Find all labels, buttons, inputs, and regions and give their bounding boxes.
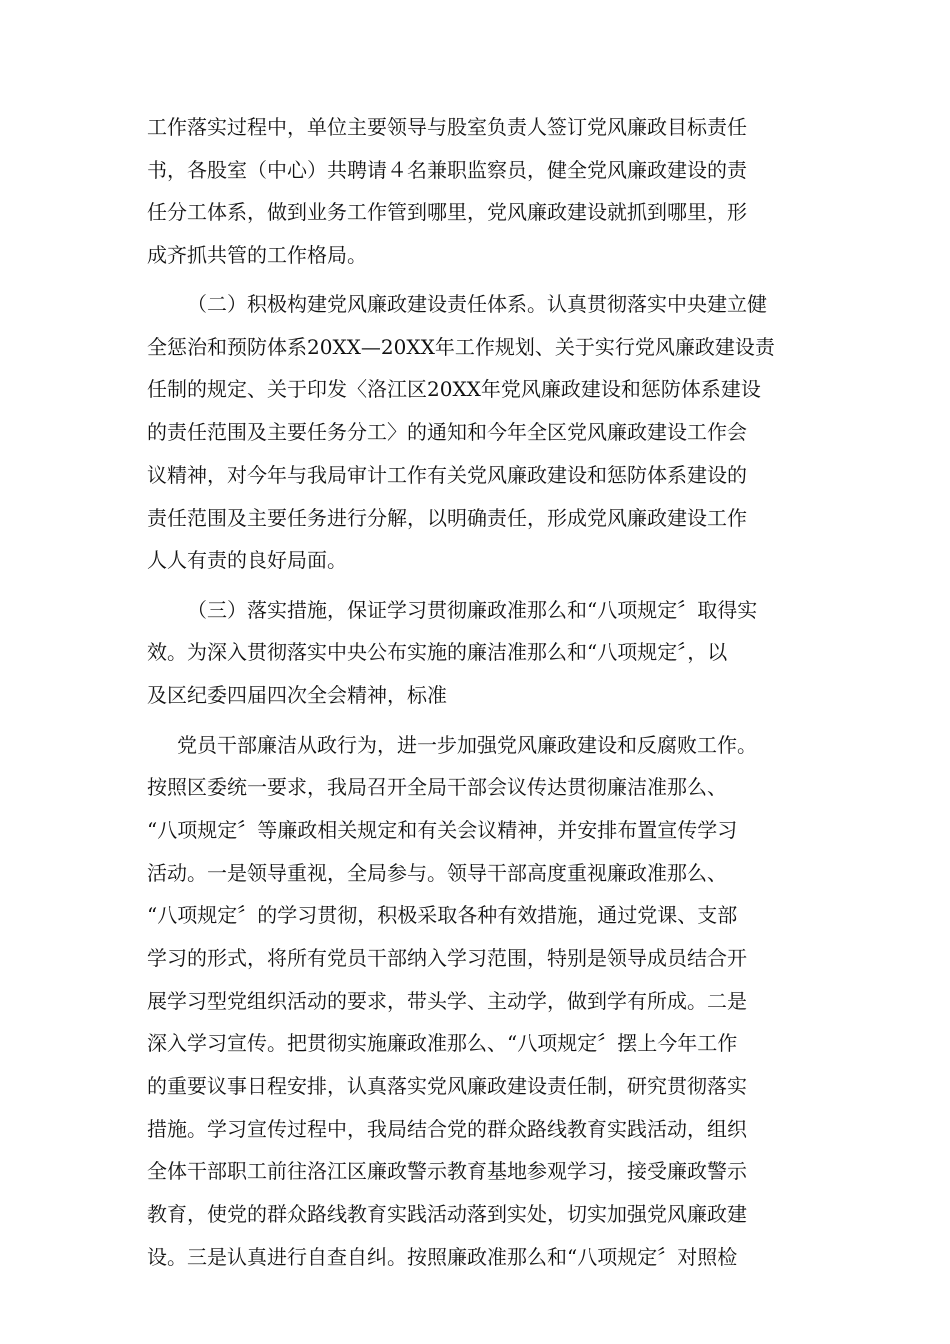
text-line: 按照区委统一要求，我局召开全局干部会议传达贯彻廉洁准那么、: [147, 775, 727, 799]
text-line: 的责任范围及主要任务分工〉的通知和今年全区党风廉政建设工作会: [147, 420, 747, 444]
text-line: 全惩治和预防体系20XX—20XX年工作规划、关于实行党风廉政建设责: [147, 335, 775, 359]
text-line: 学习的形式，将所有党员干部纳入学习范围，特别是领导成员结合开: [147, 946, 747, 970]
text-line: 工作落实过程中，单位主要领导与股室负责人签订党风廉政目标责任: [147, 115, 747, 139]
text-line: 设。三是认真进行自查自纠。按照廉政准那么和“八项规定〞对照检: [147, 1245, 738, 1269]
text-line: 任制的规定、关于印发〈洛江区20XX年党风廉政建设和惩防体系建设: [147, 377, 761, 401]
text-line: 深入学习宣传。把贯彻实施廉政准那么、“八项规定〞摆上今年工作: [147, 1031, 738, 1055]
text-line: 措施。学习宣传过程中，我局结合党的群众路线教育实践活动，组织: [147, 1117, 747, 1141]
text-line: （三）落实措施，保证学习贯彻廉政准那么和“八项规定〞取得实: [187, 598, 758, 622]
text-line: （二）积极构建党风廉政建设责任体系。认真贯彻落实中央建立健: [187, 292, 767, 316]
text-line: 展学习型党组织活动的要求，带头学、主动学，做到学有所成。二是: [147, 989, 747, 1013]
text-line: 责任范围及主要任务进行分解，以明确责任，形成党风廉政建设工作: [147, 506, 747, 530]
text-line: 效。为深入贯彻落实中央公布实施的廉洁准那么和“八项规定〞，以: [147, 640, 728, 664]
text-line: “八项规定〞等廉政相关规定和有关会议精神，并安排布置宣传学习: [147, 818, 738, 842]
text-line: 议精神，对今年与我局审计工作有关党风廉政建设和惩防体系建设的: [147, 463, 747, 487]
text-line: 任分工体系，做到业务工作管到哪里，党风廉政建设就抓到哪里，形: [147, 200, 747, 224]
text-line: 的重要议事日程安排，认真落实党风廉政建设责任制，研究贯彻落实: [147, 1074, 747, 1098]
text-line: 书，各股室（中心）共聘请４名兼职监察员，健全党风廉政建设的责: [147, 158, 747, 182]
text-line: 成齐抓共管的工作格局。: [147, 243, 367, 267]
text-line: 全体干部职工前往洛江区廉政警示教育基地参观学习，接受廉政警示: [147, 1159, 747, 1183]
text-line: 及区纪委四届四次全会精神，标准: [147, 683, 447, 707]
text-line: 教育，使党的群众路线教育实践活动落到实处，切实加强党风廉政建: [147, 1202, 747, 1226]
text-line: 党员干部廉洁从政行为，进一步加强党风廉政建设和反腐败工作。: [177, 733, 757, 757]
text-line: 人人有责的良好局面。: [147, 548, 347, 572]
text-line: 活动。一是领导重视，全局参与。领导干部高度重视廉政准那么、: [147, 861, 727, 885]
text-line: “八项规定〞的学习贯彻，积极采取各种有效措施，通过党课、支部: [147, 903, 738, 927]
